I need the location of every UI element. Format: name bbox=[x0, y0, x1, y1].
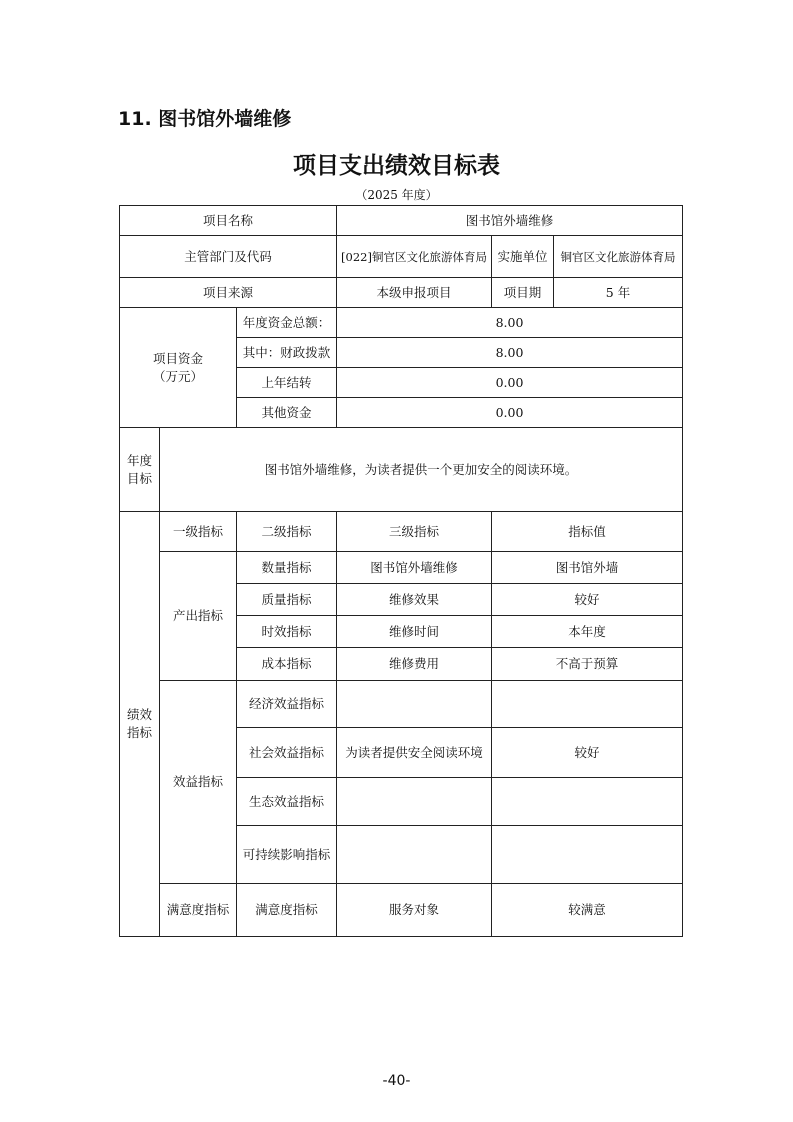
indicator-level2: 生态效益指标 bbox=[237, 778, 337, 826]
indicator-level3: 维修时间 bbox=[337, 616, 492, 648]
document-title: 项目支出绩效目标表 bbox=[293, 153, 500, 179]
indicator-value bbox=[492, 681, 683, 728]
project-source-label: 项目来源 bbox=[120, 278, 337, 308]
indicator-value bbox=[492, 778, 683, 826]
indicator-value: 较好 bbox=[492, 584, 683, 616]
funds-fiscal-value: 8.00 bbox=[337, 338, 683, 368]
benefit-indicators-label: 效益指标 bbox=[160, 681, 237, 884]
satisfaction-row bbox=[120, 884, 683, 937]
project-source-value: 本级申报项目 bbox=[337, 278, 492, 308]
project-name-label: 项目名称 bbox=[120, 206, 337, 236]
indicator-level2: 数量指标 bbox=[237, 552, 337, 584]
indicator-row bbox=[120, 552, 683, 584]
funds-total-label: 年度资金总额： bbox=[237, 308, 337, 338]
indicator-level3: 为读者提供安全阅读环境 bbox=[337, 728, 492, 778]
indicator-level2: 成本指标 bbox=[237, 648, 337, 681]
indicator-header-row bbox=[120, 512, 683, 552]
funds-label: 项目资金 bbox=[152, 350, 203, 366]
funds-unit: （万元） bbox=[152, 368, 203, 384]
indicator-level3: 维修费用 bbox=[337, 648, 492, 681]
department-value: [022]铜官区文化旅游体育局 bbox=[337, 236, 492, 278]
department-row bbox=[120, 236, 683, 278]
annual-goal-text: 图书馆外墙维修，为读者提供一个更加安全的阅读环境。 bbox=[160, 428, 683, 512]
indicator-value: 不高于预算 bbox=[492, 648, 683, 681]
funds-fiscal-label: 其中：财政拨款 bbox=[237, 338, 337, 368]
performance-indicators-label: 绩效指标 bbox=[120, 512, 160, 937]
indicator-level3: 维修效果 bbox=[337, 584, 492, 616]
header-value: 指标值 bbox=[492, 512, 683, 552]
indicator-level2: 满意度指标 bbox=[237, 884, 337, 937]
indicator-level2: 经济效益指标 bbox=[237, 681, 337, 728]
source-row bbox=[120, 278, 683, 308]
indicator-level3 bbox=[337, 681, 492, 728]
project-period-label: 项目期 bbox=[492, 278, 554, 308]
header-level3: 三级指标 bbox=[337, 512, 492, 552]
department-label: 主管部门及代码 bbox=[120, 236, 337, 278]
indicator-row bbox=[120, 681, 683, 728]
project-funds-label bbox=[120, 308, 237, 428]
project-name-value: 图书馆外墙维修 bbox=[337, 206, 683, 236]
funds-total-value: 8.00 bbox=[337, 308, 683, 338]
satisfaction-indicators-label: 满意度指标 bbox=[160, 884, 237, 937]
document-year: （2025 年度） bbox=[355, 188, 438, 202]
funds-other-value: 0.00 bbox=[337, 398, 683, 428]
indicator-level2: 时效指标 bbox=[237, 616, 337, 648]
indicator-value: 图书馆外墙 bbox=[492, 552, 683, 584]
indicator-value: 较好 bbox=[492, 728, 683, 778]
funds-total-row bbox=[120, 308, 683, 338]
output-indicators-label: 产出指标 bbox=[160, 552, 237, 681]
project-period-value: 5 年 bbox=[554, 278, 683, 308]
indicator-level3: 图书馆外墙维修 bbox=[337, 552, 492, 584]
implementing-unit-value: 铜官区文化旅游体育局 bbox=[554, 236, 683, 278]
indicator-value: 较满意 bbox=[492, 884, 683, 937]
indicator-level2: 质量指标 bbox=[237, 584, 337, 616]
indicator-value bbox=[492, 826, 683, 884]
page-number: -40- bbox=[382, 1073, 411, 1089]
header-level2: 二级指标 bbox=[237, 512, 337, 552]
implementing-unit-label: 实施单位 bbox=[492, 236, 554, 278]
header-level1: 一级指标 bbox=[160, 512, 237, 552]
indicator-level3: 服务对象 bbox=[337, 884, 492, 937]
indicator-level2: 可持续影响指标 bbox=[237, 826, 337, 884]
funds-carryover-value: 0.00 bbox=[337, 368, 683, 398]
annual-goal-row bbox=[120, 428, 683, 512]
indicator-level3 bbox=[337, 826, 492, 884]
project-name-row bbox=[120, 206, 683, 236]
indicator-level3 bbox=[337, 778, 492, 826]
annual-goal-label: 年度目标 bbox=[120, 428, 160, 512]
funds-other-label: 其他资金 bbox=[237, 398, 337, 428]
indicator-level2: 社会效益指标 bbox=[237, 728, 337, 778]
indicator-value: 本年度 bbox=[492, 616, 683, 648]
section-heading: 11. 图书馆外墙维修 bbox=[118, 108, 292, 130]
performance-goal-table bbox=[119, 205, 683, 937]
funds-carryover-label: 上年结转 bbox=[237, 368, 337, 398]
